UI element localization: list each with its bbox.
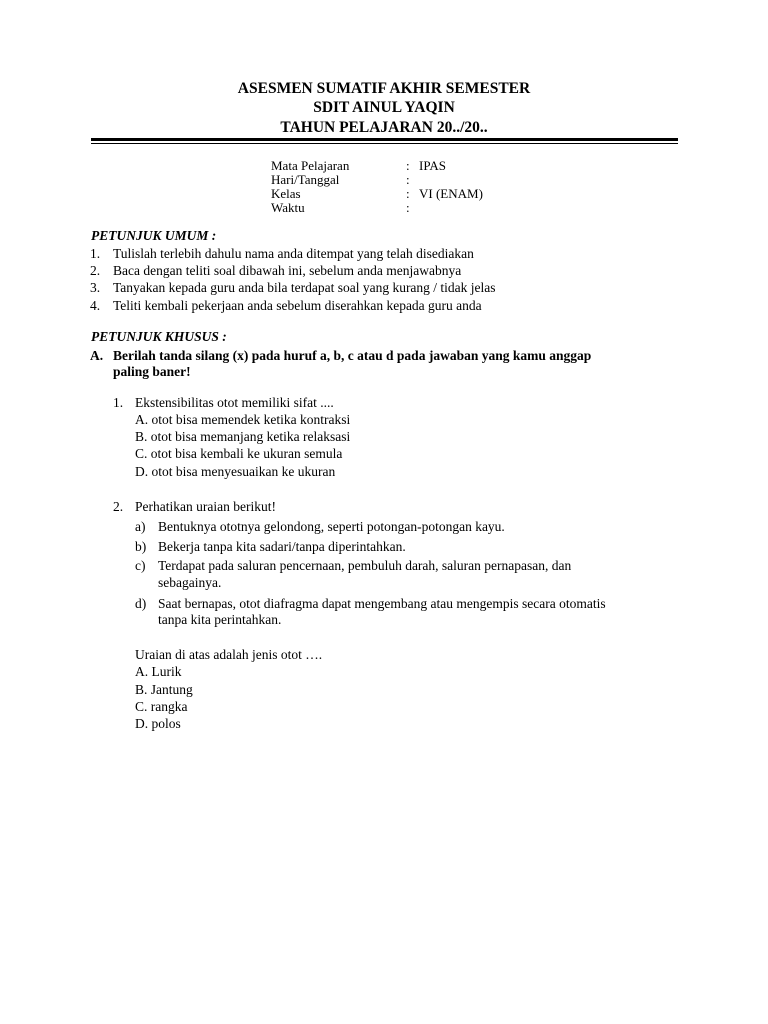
info-label: Mata Pelajaran (271, 158, 350, 173)
list-number: 3. (90, 280, 101, 295)
list-item: Baca dengan teliti soal dibawah ini, sebelum anda menjawabnya (113, 263, 462, 278)
list-number: 2. (90, 263, 101, 278)
header-rule-thick (91, 138, 678, 141)
point-letter: d) (135, 596, 147, 611)
point-letter: b) (135, 539, 147, 554)
header-title: ASESMEN SUMATIF AKHIR SEMESTER (237, 80, 531, 97)
info-label: Kelas (271, 186, 301, 201)
list-number: 4. (90, 298, 101, 313)
info-separator: : (406, 200, 410, 215)
section-instruction: Berilah tanda silang (x) pada huruf a, b, c atau d pada jawaban yang kamu anggap (113, 348, 592, 363)
point-text-cont: sebagainya. (158, 575, 222, 590)
info-value: IPAS (419, 158, 446, 173)
question-text: Ekstensibilitas otot memiliki sifat .... (135, 395, 334, 410)
point-letter: a) (135, 519, 146, 534)
question-text: Perhatikan uraian berikut! (135, 499, 276, 514)
list-item: Teliti kembali pekerjaan anda sebelum diserahkan kepada guru anda (113, 298, 482, 313)
list-item: Tanyakan kepada guru anda bila terdapat soal yang kurang / tidak jelas (113, 280, 496, 295)
point-text: Saat bernapas, otot diafragma dapat mengembang atau mengempis secara otomatis (158, 596, 606, 611)
answer-option: B. Jantung (135, 682, 193, 697)
general-instructions-heading: PETUNJUK UMUM : (91, 228, 217, 243)
answer-option: A. otot bisa memendek ketika kontraksi (135, 412, 351, 427)
info-separator: : (406, 158, 410, 173)
info-separator: : (406, 186, 410, 201)
section-letter: A. (90, 348, 104, 363)
answer-option: B. otot bisa memanjang ketika relaksasi (135, 429, 351, 444)
info-label: Hari/Tanggal (271, 172, 340, 187)
list-number: 1. (90, 246, 101, 261)
point-text: Bekerja tanpa kita sadari/tanpa diperintahkan. (158, 539, 406, 554)
answer-option: A. Lurik (135, 664, 182, 679)
list-item: Tulislah terlebih dahulu nama anda ditempat yang telah disediakan (113, 246, 474, 261)
header-school: SDIT AINUL YAQIN (313, 99, 455, 116)
point-text-cont: tanpa kita perintahkan. (158, 612, 282, 627)
section-instruction-cont: paling baner! (113, 364, 191, 379)
answer-option: C. rangka (135, 699, 188, 714)
info-label: Waktu (271, 200, 305, 215)
point-letter: c) (135, 558, 146, 573)
question-prompt: Uraian di atas adalah jenis otot …. (135, 647, 323, 662)
point-text: Terdapat pada saluran pencernaan, pembuluh darah, saluran pernapasan, dan (158, 558, 572, 573)
question-number: 1. (113, 395, 124, 410)
header-rule-thin (91, 143, 678, 144)
info-value: VI (ENAM) (419, 186, 483, 201)
answer-option: D. polos (135, 716, 181, 731)
point-text: Bentuknya ototnya gelondong, seperti potongan-potongan kayu. (158, 519, 505, 534)
header-year: TAHUN PELAJARAN 20../20.. (280, 119, 488, 136)
special-instructions-heading: PETUNJUK KHUSUS : (91, 329, 227, 344)
answer-option: C. otot bisa kembali ke ukuran semula (135, 446, 343, 461)
info-separator: : (406, 172, 410, 187)
answer-option: D. otot bisa menyesuaikan ke ukuran (135, 464, 336, 479)
question-number: 2. (113, 499, 124, 514)
